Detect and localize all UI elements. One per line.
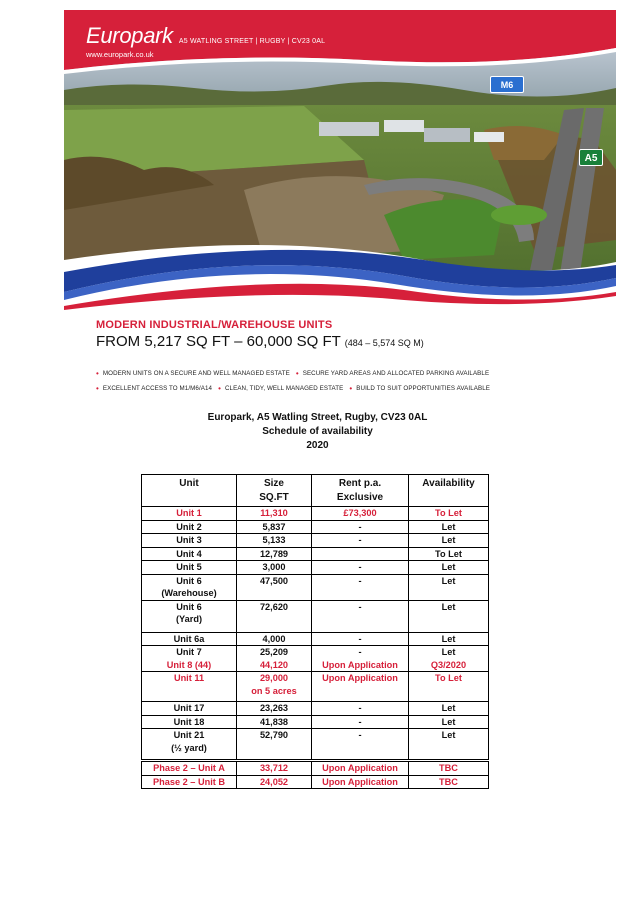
headline-size-range [96, 333, 556, 350]
cell-availability: TBC [409, 761, 489, 776]
cell-rent: Upon Application [312, 775, 409, 789]
cell-rent [312, 547, 409, 561]
bullet-text: BUILD TO SUIT OPPORTUNITIES AVAILABLE [356, 385, 490, 392]
cell-availability: Let [409, 702, 489, 716]
header-rent [312, 475, 409, 507]
cell-availability: TBC [409, 775, 489, 789]
cell-unit: Unit 3 [142, 534, 237, 548]
cell-unit [142, 729, 237, 761]
cell-unit: Unit 5 [142, 561, 237, 575]
bullet-line [96, 381, 556, 396]
header-availability: Availability [409, 475, 489, 507]
brand-address: A5 WATLING STREET | RUGBY | CV23 0AL [178, 38, 326, 45]
cell-rent: - [312, 561, 409, 575]
header-unit: Unit [142, 475, 237, 507]
header-size-line1: Size [263, 478, 284, 489]
headline-block [96, 319, 556, 350]
cell-rent: - [312, 534, 409, 548]
cell-rent: - [312, 729, 409, 761]
table-row [142, 574, 489, 600]
cell-size-line2: 44,120 [259, 659, 289, 670]
cell-rent: - [312, 702, 409, 716]
cell-unit: Unit 4 [142, 547, 237, 561]
cell-unit: Phase 2 – Unit B [142, 775, 237, 789]
cell-rent [312, 646, 409, 672]
schedule-year: 2020 [306, 440, 329, 451]
header-size-line2: SQ.FT [259, 492, 289, 503]
cell-rent: £73,300 [312, 507, 409, 521]
brand-block [86, 23, 325, 59]
table-row [142, 761, 489, 776]
header-size [237, 475, 312, 507]
brand-name: Europark [86, 23, 173, 48]
bullet-item [96, 381, 212, 396]
cell-unit: Unit 6a [142, 632, 237, 646]
size-range-sqft: FROM 5,217 SQ FT – 60,000 SQ FT [96, 333, 341, 350]
table-row [142, 600, 489, 632]
cell-rent: - [312, 574, 409, 600]
schedule-title: Schedule of availability [262, 426, 373, 437]
bullet-dot-icon: • [218, 384, 221, 393]
bullet-dot-icon: • [295, 369, 299, 378]
table-row [142, 672, 489, 702]
table-row [142, 534, 489, 548]
cell-size-line1: 29,000 [259, 673, 289, 683]
cell-availability: Let [409, 534, 489, 548]
cell-availability-line2: Q3/2020 [430, 659, 467, 670]
cell-unit [142, 646, 237, 672]
cell-rent: Upon Application [312, 672, 409, 702]
cell-rent-line2: Upon Application [322, 659, 398, 670]
cell-rent: Upon Application [312, 761, 409, 776]
table-row [142, 715, 489, 729]
bullet-text: CLEAN, TIDY, WELL MANAGED ESTATE [224, 385, 344, 392]
cell-size: 12,789 [237, 547, 312, 561]
schedule-address: Europark, A5 Watling Street, Rugby, CV23 0AL [207, 412, 428, 423]
table-row [142, 702, 489, 716]
a5-road-sign: A5 [579, 149, 603, 166]
cell-availability: To Let [409, 507, 489, 521]
cell-unit: Unit 17 [142, 702, 237, 716]
cell-availability: To Let [409, 547, 489, 561]
cell-availability: To Let [409, 672, 489, 702]
cell-unit-line1: Unit 6 [176, 601, 202, 612]
cell-size: 47,500 [237, 574, 312, 600]
cell-rent: - [312, 632, 409, 646]
cell-rent-line1: - [358, 647, 362, 657]
cell-availability: Let [409, 632, 489, 646]
bullet-item [218, 381, 343, 396]
cell-availability: Let [409, 561, 489, 575]
cell-size: 3,000 [237, 561, 312, 575]
schedule-heading [0, 411, 635, 453]
cell-availability [409, 646, 489, 672]
table-row [142, 775, 489, 789]
availability-table [141, 474, 489, 789]
cell-availability: Let [409, 520, 489, 534]
m6-road-sign: M6 [490, 76, 524, 93]
cell-unit: Unit 18 [142, 715, 237, 729]
cell-availability-line1: Let [441, 647, 456, 657]
header-rent-line1: Rent p.a. [338, 478, 382, 489]
table-row [142, 547, 489, 561]
cell-size: 52,790 [237, 729, 312, 761]
cell-size-line2: on 5 acres [251, 685, 297, 696]
table-row [142, 729, 489, 761]
cell-unit-line1: Unit 6 [176, 575, 202, 586]
bullet-dot-icon: • [96, 369, 99, 378]
cell-rent: - [312, 715, 409, 729]
header-rent-line2: Exclusive [336, 492, 384, 503]
cell-unit-line1: Unit 21 [173, 730, 205, 740]
cell-availability: Let [409, 600, 489, 632]
table-row [142, 632, 489, 646]
cell-availability: Let [409, 729, 489, 761]
bullet-item [349, 381, 490, 396]
brand-url: www.europark.co.uk [86, 50, 154, 59]
cell-rent: - [312, 520, 409, 534]
bullet-dot-icon: • [349, 384, 353, 393]
size-range-sqm: (484 – 5,574 SQ M) [344, 338, 424, 348]
headline-title: MODERN INDUSTRIAL/WAREHOUSE UNITS [96, 319, 333, 331]
cell-size [237, 672, 312, 702]
cell-size: 41,838 [237, 715, 312, 729]
cell-unit: Unit 2 [142, 520, 237, 534]
cell-size: 72,620 [237, 600, 312, 632]
cell-unit [142, 574, 237, 600]
table-row [142, 561, 489, 575]
table-header-row [142, 475, 489, 507]
cell-size: 23,263 [237, 702, 312, 716]
bullet-item [296, 366, 489, 381]
cell-unit: Phase 2 – Unit A [142, 761, 237, 776]
cell-size: 5,837 [237, 520, 312, 534]
bullet-dot-icon: • [96, 384, 99, 393]
cell-size: 24,052 [237, 775, 312, 789]
cell-unit-line1: Unit 7 [176, 647, 202, 657]
cell-size [237, 646, 312, 672]
table-row [142, 646, 489, 672]
cell-unit [142, 600, 237, 632]
cell-availability: Let [409, 715, 489, 729]
cell-rent: - [312, 600, 409, 632]
bullet-text: EXCELLENT ACCESS TO M1/M6/A14 [102, 385, 213, 392]
feature-bullets [96, 366, 556, 396]
cell-unit-line2: (½ yard) [171, 742, 207, 753]
cell-unit: Unit 1 [142, 507, 237, 521]
bullet-text: MODERN UNITS ON A SECURE AND WELL MANAGED ESTATE [102, 370, 290, 377]
cell-size: 4,000 [237, 632, 312, 646]
cell-unit-line2: Unit 8 (44) [166, 659, 212, 670]
cell-unit: Unit 11 [142, 672, 237, 702]
cell-availability: Let [409, 574, 489, 600]
header-banner [64, 10, 616, 310]
bullet-item [96, 366, 290, 381]
bullet-line [96, 366, 556, 381]
cell-unit-line2: (Yard) [175, 614, 203, 624]
cell-unit-line2: (Warehouse) [161, 588, 217, 598]
bullet-text: SECURE YARD AREAS AND ALLOCATED PARKING AVAILABLE [302, 370, 490, 377]
cell-size: 33,712 [237, 761, 312, 776]
cell-size-line1: 25,209 [259, 647, 289, 657]
cell-size: 5,133 [237, 534, 312, 548]
table-row [142, 520, 489, 534]
cell-size: 11,310 [237, 507, 312, 521]
table-row [142, 507, 489, 521]
